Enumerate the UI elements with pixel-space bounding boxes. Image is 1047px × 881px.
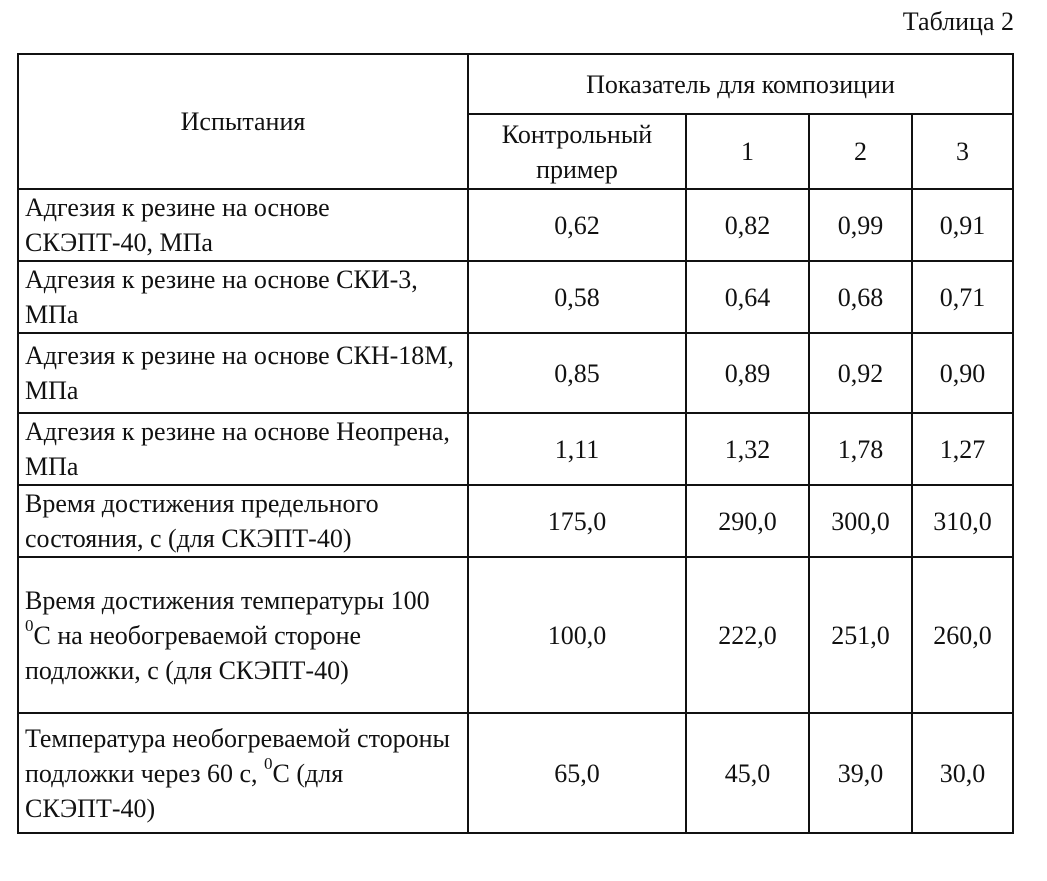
row-label: Адгезия к резине на основе СКН-18М, МПа bbox=[18, 333, 468, 413]
row-label: Время достижения предельного состояния, с (для СКЭПТ-40) bbox=[18, 485, 468, 557]
cell-value: 1,78 bbox=[809, 413, 912, 485]
cell-value: 39,0 bbox=[809, 713, 912, 833]
cell-value: 45,0 bbox=[686, 713, 809, 833]
cell-value: 0,64 bbox=[686, 261, 809, 333]
cell-value: 0,58 bbox=[468, 261, 686, 333]
degree-superscript: 0 bbox=[25, 615, 34, 635]
cell-value: 30,0 bbox=[912, 713, 1013, 833]
column-group-header: Показатель для композиции bbox=[468, 54, 1013, 114]
cell-value: 0,71 bbox=[912, 261, 1013, 333]
cell-value: 260,0 bbox=[912, 557, 1013, 713]
results-table bbox=[17, 53, 1014, 834]
table-row bbox=[18, 713, 1013, 833]
cell-value: 0,91 bbox=[912, 189, 1013, 261]
cell-value: 290,0 bbox=[686, 485, 809, 557]
row-label: Адгезия к резине на основе Неопрена, МПа bbox=[18, 413, 468, 485]
cell-value: 310,0 bbox=[912, 485, 1013, 557]
row-label-text: С (для СКЭПТ-40) bbox=[25, 758, 344, 823]
row-label: Адгезия к резине на основе СКЭПТ-40, МПа bbox=[18, 189, 468, 261]
cell-value: 222,0 bbox=[686, 557, 809, 713]
degree-superscript: 0 bbox=[264, 753, 273, 773]
cell-value: 175,0 bbox=[468, 485, 686, 557]
cell-value: 0,90 bbox=[912, 333, 1013, 413]
table-caption: Таблица 2 bbox=[902, 7, 1014, 36]
header-row bbox=[18, 54, 1013, 114]
column-header-2: 2 bbox=[809, 114, 912, 189]
cell-value: 100,0 bbox=[468, 557, 686, 713]
table-row bbox=[18, 557, 1013, 713]
cell-value: 300,0 bbox=[809, 485, 912, 557]
row-label-text: С на необогреваемой стороне подложки, с (для СКЭПТ-40) bbox=[25, 620, 362, 685]
table-row bbox=[18, 413, 1013, 485]
cell-value: 251,0 bbox=[809, 557, 912, 713]
cell-value: 65,0 bbox=[468, 713, 686, 833]
row-label: Адгезия к резине на основе СКИ-3, МПа bbox=[18, 261, 468, 333]
cell-value: 0,68 bbox=[809, 261, 912, 333]
cell-value: 1,11 bbox=[468, 413, 686, 485]
row-label bbox=[18, 557, 468, 713]
cell-value: 0,62 bbox=[468, 189, 686, 261]
row-label bbox=[18, 713, 468, 833]
column-header-1: 1 bbox=[686, 114, 809, 189]
cell-value: 0,82 bbox=[686, 189, 809, 261]
cell-value: 0,92 bbox=[809, 333, 912, 413]
cell-value: 0,85 bbox=[468, 333, 686, 413]
column-header-3: 3 bbox=[912, 114, 1013, 189]
cell-value: 0,89 bbox=[686, 333, 809, 413]
table-row bbox=[18, 333, 1013, 413]
table-row bbox=[18, 485, 1013, 557]
table-row bbox=[18, 189, 1013, 261]
cell-value: 0,99 bbox=[809, 189, 912, 261]
row-label-text: Температура необогреваемой стороны подложки через 60 с, bbox=[25, 723, 450, 788]
column-header-control: Контрольный пример bbox=[468, 114, 686, 189]
cell-value: 1,32 bbox=[686, 413, 809, 485]
cell-value: 1,27 bbox=[912, 413, 1013, 485]
column-header-tests: Испытания bbox=[18, 54, 468, 189]
row-label-text: Время достижения температуры 100 bbox=[25, 585, 430, 615]
table-row bbox=[18, 261, 1013, 333]
